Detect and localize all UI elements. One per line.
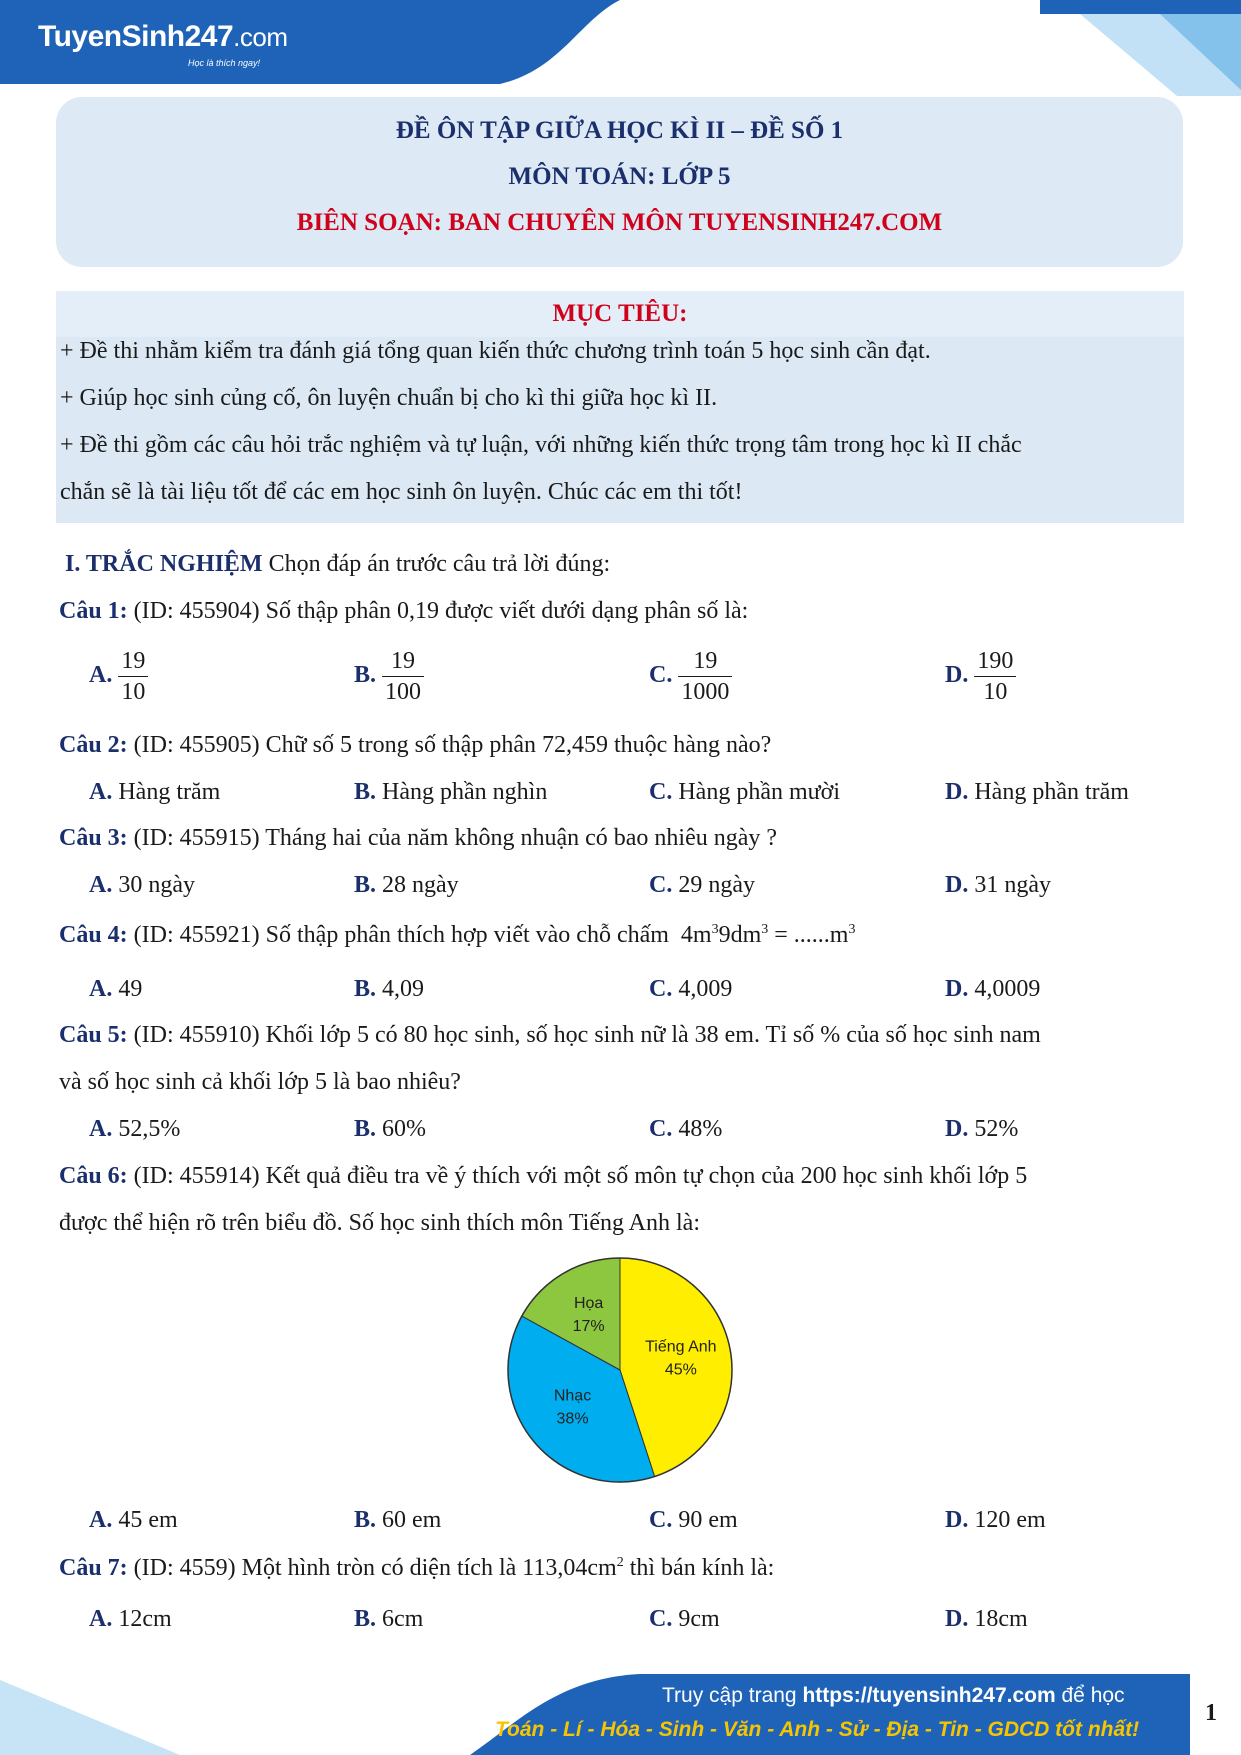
q6-option-d[interactable]: D. 120 em bbox=[945, 1507, 1046, 1533]
objective-item: chắn sẽ là tài liệu tốt để các em học sinh ôn luyện. Chúc các em thi tốt! bbox=[60, 479, 743, 505]
question-4: Câu 4: (ID: 455921) Số thập phân thích hợp viết vào chỗ chấm $4m^39dm^3 = ......m^3$ bbox=[59, 922, 856, 948]
question-2: Câu 2: (ID: 455905) Chữ số 5 trong số thập phân 72,459 thuộc hàng nào? bbox=[59, 732, 772, 758]
pie-value-2: 17% bbox=[572, 1317, 605, 1335]
q5-option-c[interactable]: C. 48% bbox=[649, 1116, 723, 1142]
footer-subjects: Toán - Lí - Hóa - Sinh - Văn - Anh - Sử - Địa - Tin - GDCD tốt nhất! bbox=[495, 1718, 1140, 1741]
question-5: Câu 5: (ID: 455910) Khối lớp 5 có 80 học sinh, số học sinh nữ là 38 em. Tỉ số % của số học sinh nam bbox=[59, 1022, 1041, 1048]
pie-chart bbox=[505, 1255, 735, 1485]
pie-value-0: 45% bbox=[664, 1361, 697, 1379]
objectives-box bbox=[56, 291, 1184, 523]
pie-label-1: Nhạc bbox=[553, 1387, 592, 1405]
q3-option-b[interactable]: B. 28 ngày bbox=[354, 872, 459, 898]
question-6-cont: được thể hiện rõ trên biểu đồ. Số học sinh thích môn Tiếng Anh là: bbox=[59, 1210, 700, 1236]
question-7: Câu 7: (ID: 4559) Một hình tròn có diện tích là $113,04cm^2$ thì bán kính là: bbox=[59, 1555, 775, 1581]
question-3: Câu 3: (ID: 455915) Tháng hai của năm không nhuận có bao nhiêu ngày ? bbox=[59, 825, 778, 851]
q4-option-c[interactable]: C. 4,009 bbox=[649, 976, 733, 1002]
subject-title: MÔN TOÁN: LỚP 5 bbox=[508, 163, 731, 190]
q1-option-a[interactable]: A. $\frac{19}{10}$ bbox=[89, 646, 148, 707]
q5-option-b[interactable]: B. 60% bbox=[354, 1116, 427, 1142]
volume-expression: $4m^39dm^3 = ......m^3$ bbox=[680, 922, 856, 948]
q4-option-b[interactable]: B. 4,09 bbox=[354, 976, 425, 1002]
logo-tagline: Học là thích ngay! bbox=[188, 58, 261, 68]
objectives-heading: MỤC TIÊU: bbox=[56, 291, 1184, 337]
site-logo[interactable]: TuyenSinh247.com Học là thích ngay! bbox=[38, 20, 288, 68]
q6-option-b[interactable]: B. 60 em bbox=[354, 1507, 442, 1533]
author-title: BIÊN SOẠN: BAN CHUYÊN MÔN TUYENSINH247.COM bbox=[296, 209, 943, 236]
pie-label-2: Họa bbox=[573, 1294, 604, 1312]
q4-option-d[interactable]: D. 4,0009 bbox=[945, 976, 1041, 1002]
objective-item: + Đề thi nhằm kiểm tra đánh giá tổng quan kiến thức chương trình toán 5 học sinh cần đạt. bbox=[60, 338, 931, 364]
q7-option-a[interactable]: A. 12cm bbox=[89, 1606, 172, 1632]
pie-value-1: 38% bbox=[556, 1410, 589, 1428]
q2-option-a[interactable]: A. Hàng trăm bbox=[89, 779, 221, 805]
q6-option-a[interactable]: A. 45 em bbox=[89, 1507, 178, 1533]
footer-url[interactable]: https://tuyensinh247.com bbox=[802, 1684, 1056, 1707]
q4-option-a[interactable]: A. 49 bbox=[89, 976, 143, 1002]
q2-option-c[interactable]: C. Hàng phần mười bbox=[649, 779, 841, 805]
q3-option-a[interactable]: A. 30 ngày bbox=[89, 872, 195, 898]
q3-option-c[interactable]: C. 29 ngày bbox=[649, 872, 755, 898]
q1-option-c[interactable]: C. $\frac{19}{1000}$ bbox=[649, 646, 732, 707]
q7-option-d[interactable]: D. 18cm bbox=[945, 1606, 1028, 1632]
pie-label-0: Tiếng Anh bbox=[645, 1338, 717, 1356]
q6-option-c[interactable]: C. 90 em bbox=[649, 1507, 738, 1533]
objective-item: + Đề thi gồm các câu hỏi trắc nghiệm và tự luận, với những kiến thức trọng tâm trong học kì II chắc bbox=[60, 432, 1022, 458]
title-box bbox=[56, 97, 1183, 267]
q2-option-d[interactable]: D. Hàng phần trăm bbox=[945, 779, 1129, 805]
section-heading: I. TRẮC NGHIỆM Chọn đáp án trước câu trả lời đúng: bbox=[65, 551, 611, 577]
q1-option-b[interactable]: B. $\frac{19}{100}$ bbox=[354, 646, 424, 707]
objective-item: + Giúp học sinh củng cố, ôn luyện chuẩn bị cho kì thi giữa học kì II. bbox=[60, 385, 718, 411]
q7-option-c[interactable]: C. 9cm bbox=[649, 1606, 720, 1632]
q2-option-b[interactable]: B. Hàng phần nghìn bbox=[354, 779, 548, 805]
q1-option-d[interactable]: D. $\frac{190}{10}$ bbox=[945, 646, 1016, 707]
question-6: Câu 6: (ID: 455914) Kết quả điều tra về ý thích với một số môn tự chọn của 200 học sinh khối lớp 5 bbox=[59, 1163, 1028, 1189]
question-5-cont: và số học sinh cả khối lớp 5 là bao nhiêu? bbox=[59, 1069, 461, 1095]
q7-option-b[interactable]: B. 6cm bbox=[354, 1606, 424, 1632]
question-1: Câu 1: (ID: 455904) Số thập phân 0,19 được viết dưới dạng phân số là: bbox=[59, 598, 749, 624]
q5-option-d[interactable]: D. 52% bbox=[945, 1116, 1019, 1142]
q5-option-a[interactable]: A. 52,5% bbox=[89, 1116, 181, 1142]
footer-access: Truy cập trang https://tuyensinh247.com để học bbox=[662, 1684, 1125, 1707]
page-number: 1 bbox=[1205, 1700, 1217, 1726]
exam-title: ĐỀ ÔN TẬP GIỮA HỌC KÌ II – ĐỀ SỐ 1 bbox=[395, 117, 844, 144]
q3-option-d[interactable]: D. 31 ngày bbox=[945, 872, 1051, 898]
